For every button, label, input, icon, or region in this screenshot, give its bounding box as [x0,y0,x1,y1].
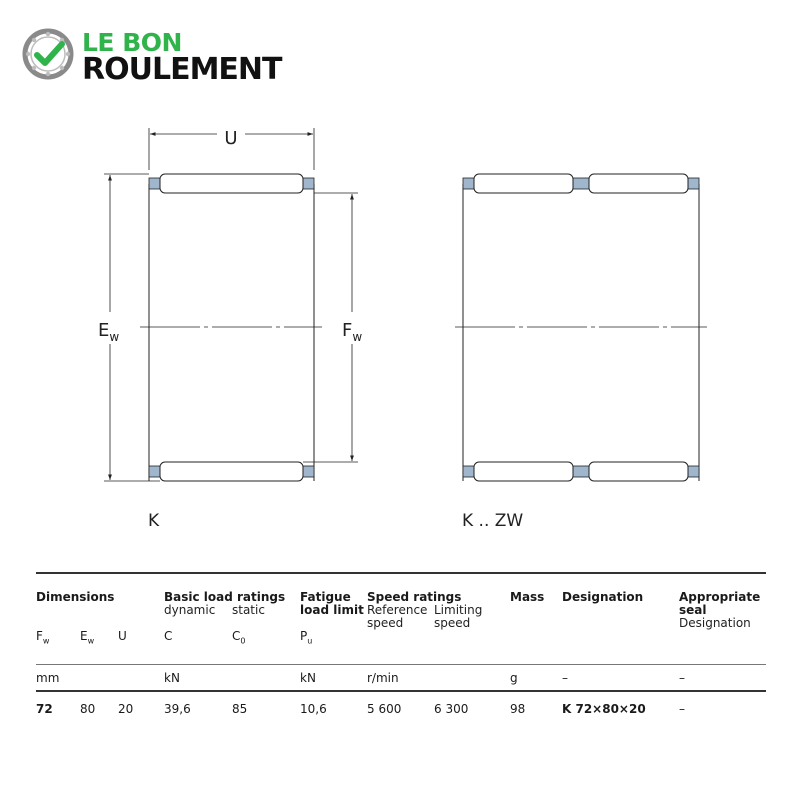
symbol-u: U [118,629,127,643]
header-static: static [232,603,265,617]
dimension-u-label: U [224,128,238,149]
dimension-ew-label: E [98,320,110,341]
dimension-ew-subscript: w [109,330,120,344]
type-label-kzw: K .. ZW [462,511,524,531]
cell-designation: K 72×80×20 [562,702,646,716]
header-fatigue-2: load limit [300,603,364,617]
header-basic-load: Basic load ratings [164,590,286,604]
cage-segment [463,466,474,477]
header-speed: Speed ratings [367,590,462,604]
cell-c: 39,6 [164,702,191,716]
header-dimensions: Dimensions [36,590,115,604]
drawing-kzw [455,174,707,531]
cage-segment [688,178,699,189]
table-top-rule [36,572,766,574]
unit-speed: r/min [367,671,399,685]
symbol-ew: $E_w$ [80,629,95,646]
header-limiting-1: Limiting [434,603,483,617]
unit-load: kN [164,671,180,685]
symbol-c0: $C_0$ [232,629,246,646]
cell-ew: 80 [80,702,96,716]
needle-roller [589,174,688,193]
cage-segment [149,178,160,189]
bearing-check-icon [22,28,74,80]
cell-pu: 10,6 [300,702,327,716]
cell-lim-speed: 6 300 [434,702,469,716]
cage-segment [463,178,474,189]
unit-dims: mm [36,671,60,685]
drawing-k [98,128,362,531]
brand-name-line1: LE BON [82,28,182,57]
symbol-c: C [164,629,173,643]
spec-table [36,572,766,732]
needle-roller [474,462,573,481]
cage-segment [573,178,589,189]
unit-fatigue: kN [300,671,316,685]
header-fatigue-1: Fatigue [300,590,351,604]
cell-u: 20 [118,702,134,716]
cell-ref-speed: 5 600 [367,702,402,716]
dimension-fw-subscript: w [352,330,363,344]
unit-designation: – [562,671,568,685]
unit-mass: g [510,671,518,685]
cage-segment [303,466,314,477]
brand-logo [22,26,322,86]
header-reference-2: speed [367,616,404,630]
svg-text:Fw [342,320,362,344]
cell-mass: 98 [510,702,526,716]
symbol-pu: $P_u$ [300,629,313,646]
needle-roller [589,462,688,481]
cage-segment [573,466,589,477]
header-seal-designation: Designation [679,616,751,630]
bearing-drawing [0,100,800,550]
header-dynamic: dynamic [164,603,216,617]
table-unit-rule [36,690,766,692]
header-mass: Mass [510,590,545,604]
dimension-fw-label: F [342,320,353,341]
header-limiting-2: speed [434,616,471,630]
cell-seal: – [679,702,685,716]
cage-segment [149,466,160,477]
cage-segment [688,466,699,477]
header-seal-2: seal [679,603,707,617]
cell-c0: 85 [232,702,248,716]
header-seal-1: Appropriate [679,590,761,604]
svg-text:Ew [98,320,119,344]
table-mid-rule [36,664,766,665]
header-reference-1: Reference [367,603,428,617]
type-label-k: K [148,511,160,531]
needle-roller [160,462,303,481]
needle-roller [160,174,303,193]
cage-segment [303,178,314,189]
header-designation: Designation [562,590,644,604]
needle-roller [474,174,573,193]
symbol-fw: $F_w$ [36,629,50,646]
unit-seal: – [679,671,685,685]
cell-fw: 72 [36,702,53,716]
brand-name-line2: ROULEMENT [82,52,282,87]
